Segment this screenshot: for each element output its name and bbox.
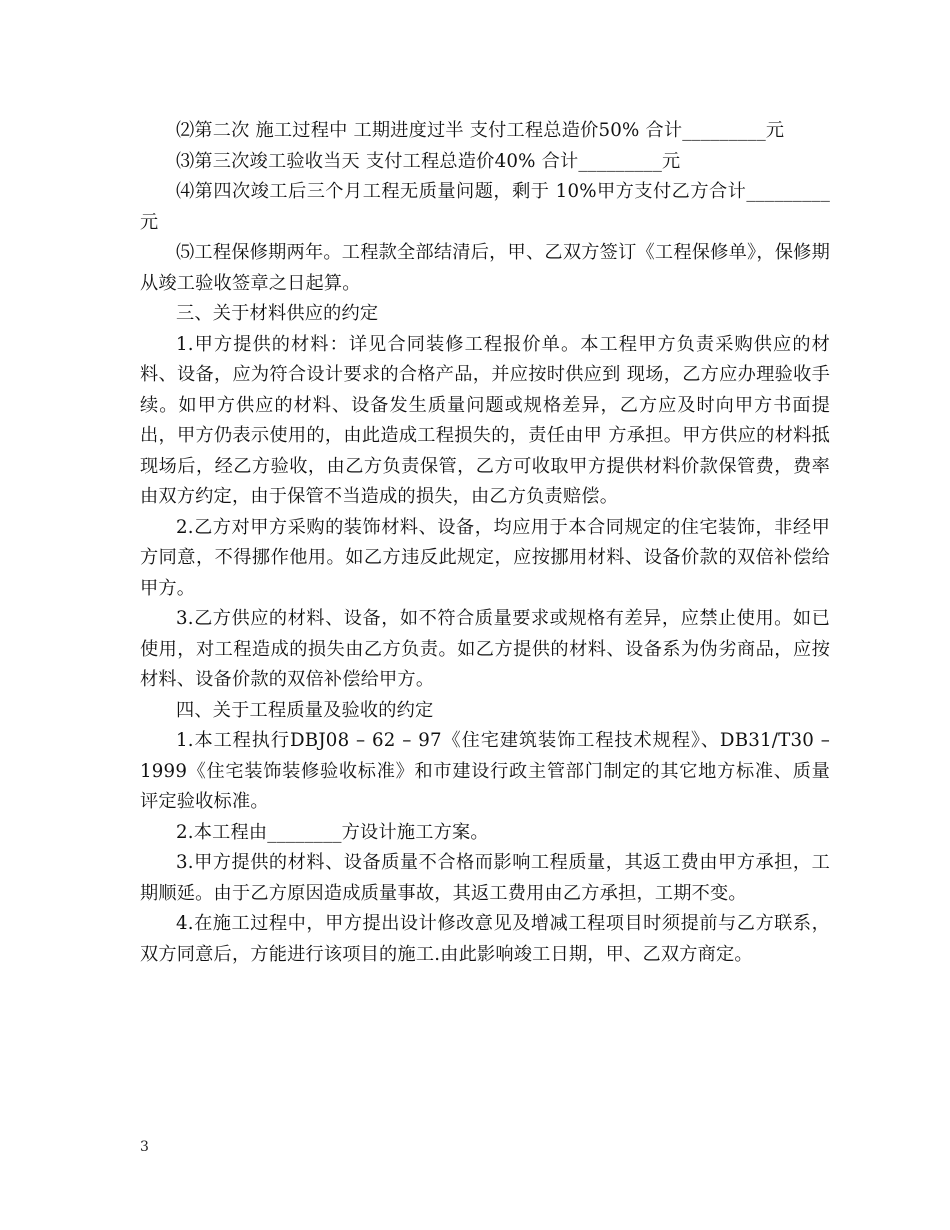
- quality-clause-2: 2.本工程由________方设计施工方案。: [176, 821, 489, 843]
- document-body: [140, 116, 830, 970]
- payment-term-4: ⑷第四次竣工后三个月工程无质量问题，剩于 10%甲方支付乙方合计_________元: [140, 181, 830, 233]
- section-heading-quality: 四、关于工程质量及验收的约定: [176, 699, 434, 721]
- section-heading-materials: 三、关于材料供应的约定: [176, 303, 379, 324]
- materials-clause-2: 2.乙方对甲方采购的装饰材料、设备，均应用于本合同规定的住宅装饰，非经甲方同意，不得挪作他用。如乙方违反此规定，应按挪用材料、设备价款的双倍补偿给甲方。: [140, 516, 830, 599]
- page-number: 3: [140, 1139, 149, 1155]
- quality-clause-4: 4.在施工过程中，甲方提出设计修改意见及增减工程项目时须提前与乙方联系，双方同意后，方能进行该项目的施工.由此影响竣工日期，甲、乙双方商定。: [140, 913, 830, 965]
- materials-clause-1: 1.甲方提供的材料：详见合同装修工程报价单。本工程甲方负责采购供应的材料、设备，应为符合设计要求的合格产品，并应按时供应到 现场，乙方应办理验收手续。如甲方供应的材料、设备发生质量问题或规格差异，乙方应及时向甲方书面提出，甲方仍表示使用的，由此造成工程损失的，责任由甲 方承担。甲方供应的材料抵现场后，经乙方验收，由乙方负责保管，乙方可收取甲方提供材料价款保管费，费率由双方约定，由于保管不当造成的损失，由乙方负责赔偿。: [140, 333, 830, 507]
- materials-clause-3: 3.乙方供应的材料、设备，如不符合质量要求或规格有差异，应禁止使用。如已使用，对工程造成的损失由乙方负责。如乙方提供的材料、设备系为伪劣商品，应按材料、设备价款的双倍补偿给甲方。: [140, 608, 830, 690]
- payment-term-3: ⑶第三次竣工验收当天 支付工程总造价40% 合计_________元: [176, 150, 681, 172]
- payment-term-2: ⑵第二次 施工过程中 工期进度过半 支付工程总造价50% 合计_________元: [176, 120, 785, 141]
- quality-clause-1: 1.本工程执行DBJ08 – 62 – 97《住宅建筑装饰工程技术规程》、DB31/T30 –1999《住宅装饰装修验收标准》和市建设行政主管部门制定的其它地方标准、质量评定验收标准。: [140, 730, 830, 812]
- warranty-term: ⑸工程保修期两年。工程款全部结清后，甲、乙双方签订《工程保修单》，保修期从竣工验收签章之日起算。: [140, 242, 830, 294]
- quality-clause-3: 3.甲方提供的材料、设备质量不合格而影响工程质量，其返工费由甲方承担，工期顺延。由于乙方原因造成质量事故，其返工费用由乙方承担，工期不变。: [140, 852, 830, 904]
